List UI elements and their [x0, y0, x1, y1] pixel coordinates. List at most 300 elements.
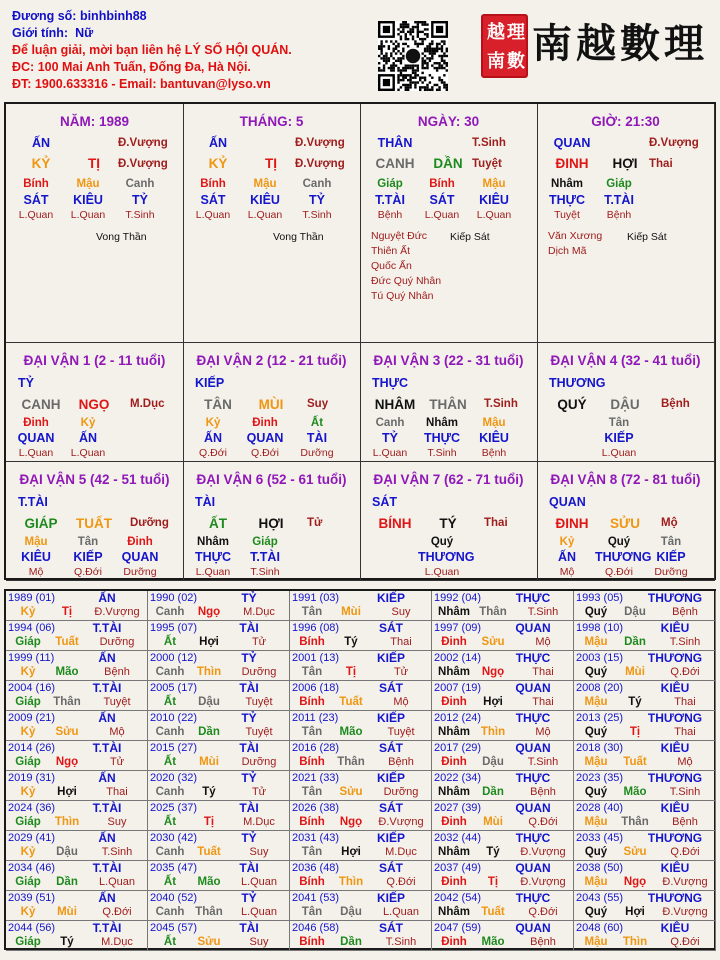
qr-module — [405, 77, 407, 79]
earthly-branch: TỊ — [265, 156, 277, 171]
annual-luck-grid — [4, 589, 716, 950]
year-cell — [432, 591, 574, 621]
year-phase: Tử — [109, 756, 125, 768]
year-cell — [574, 591, 716, 621]
qr-module — [417, 43, 419, 45]
year-cell — [574, 711, 716, 741]
qr-module — [424, 89, 426, 91]
luck-stem: GIÁP — [24, 516, 58, 531]
year-label: 2003 (15) — [576, 652, 624, 664]
sex-value: Nữ — [75, 26, 94, 40]
qr-module — [409, 31, 411, 33]
year-branch: Tuất — [339, 696, 363, 708]
year-stem: Nhâm — [438, 726, 470, 738]
qr-module — [412, 64, 414, 66]
year-god: KIẾP — [376, 711, 405, 725]
qr-module — [429, 52, 431, 54]
year-god: TÀI — [239, 801, 259, 815]
hidden-god: SÁT — [429, 193, 455, 207]
qr-module — [436, 69, 438, 71]
year-cell — [432, 621, 574, 651]
qr-module — [414, 26, 416, 28]
qr-module — [414, 40, 416, 42]
year-phase: Mộ — [393, 696, 409, 708]
luck-hidden-god: KIẾP — [656, 550, 686, 564]
qr-module — [424, 77, 426, 79]
year-stem: Tân — [301, 906, 323, 918]
qr-module — [414, 64, 416, 66]
year-god: SÁT — [379, 921, 403, 935]
luck-hidden-god: TỶ — [382, 431, 398, 445]
year-label: 2024 (36) — [8, 802, 56, 814]
year-branch: Dậu — [198, 696, 220, 708]
qr-module — [421, 23, 423, 25]
qr-module — [390, 55, 392, 57]
qr-module — [443, 74, 445, 76]
year-god: T.TÀI — [92, 921, 122, 935]
year-god: ẤN — [98, 771, 116, 785]
qr-module — [429, 57, 431, 59]
hidden-stem: Mậu — [482, 178, 506, 190]
year-phase: L.Quan — [98, 876, 136, 888]
year-phase: Mộ — [677, 756, 693, 768]
qr-module — [400, 72, 402, 74]
year-god: THỰC — [515, 831, 551, 845]
year-branch: Thân — [479, 606, 507, 618]
qr-module — [405, 67, 407, 69]
year-phase: Thai — [390, 636, 412, 648]
year-god: T.TÀI — [92, 741, 122, 755]
year-god: T.TÀI — [92, 861, 122, 875]
luck-hidden-phase: T.Sinh — [427, 447, 457, 459]
star-right: Vong Thần — [96, 231, 147, 243]
luck-phase: Suy — [307, 398, 329, 410]
qr-module — [443, 86, 445, 88]
luck-hidden-phase: T.Sinh — [250, 566, 280, 578]
hidden-god: SÁT — [23, 193, 49, 207]
year-god: KIẾP — [376, 591, 405, 605]
year-phase: Đ.Vượng — [378, 816, 424, 828]
qr-module — [392, 69, 394, 71]
branch-phase: Thai — [649, 158, 673, 170]
qr-module — [421, 72, 423, 74]
luck-hidden-god: THƯƠNG — [418, 550, 475, 564]
luck-hidden-god: THƯƠNG — [595, 550, 652, 564]
year-branch: Tị — [487, 876, 499, 888]
year-phase: Suy — [107, 816, 127, 828]
year-stem: Bính — [299, 756, 325, 768]
luck-hidden-phase: L.Quan — [195, 566, 231, 578]
hidden-stem: Mậu — [253, 178, 277, 190]
year-stem: Nhâm — [438, 846, 470, 858]
luck-hidden-stem: Tân — [660, 536, 682, 548]
luck-hidden-stem: Tân — [77, 536, 99, 548]
year-cell — [574, 651, 716, 681]
qr-module — [400, 79, 402, 81]
year-label: 2009 (21) — [8, 712, 56, 724]
year-phase: Đ.Vượng — [662, 906, 708, 918]
year-phase: L.Quan — [240, 906, 278, 918]
qr-module — [438, 62, 440, 64]
year-label: 2035 (47) — [150, 862, 198, 874]
qr-module — [438, 67, 440, 69]
qr-module — [402, 21, 404, 23]
brand-title: 南越數理 — [532, 20, 708, 67]
qr-module — [417, 69, 419, 71]
luck-hidden-phase: Dưỡng — [300, 447, 334, 459]
qr-module — [412, 26, 414, 28]
year-branch: Ngọ — [197, 606, 221, 618]
qr-module — [429, 74, 431, 76]
qr-module — [426, 67, 428, 69]
year-label: 2039 (51) — [8, 892, 56, 904]
year-stem: Quý — [584, 726, 608, 738]
heavenly-stem: KỶ — [31, 156, 51, 171]
year-god: SÁT — [379, 621, 403, 635]
hidden-phase: T.Sinh — [125, 209, 155, 221]
year-branch: Sửu — [197, 936, 221, 948]
year-branch: Tị — [629, 726, 641, 738]
qr-module — [438, 64, 440, 66]
year-branch: Dậu — [624, 606, 646, 618]
year-god: KIÊU — [660, 741, 690, 755]
qr-module — [446, 50, 448, 52]
year-label: 1998 (10) — [576, 622, 624, 634]
year-phase: T.Sinh — [101, 846, 133, 858]
year-branch: Ngọ — [623, 876, 647, 888]
year-phase: Đ.Vượng — [662, 876, 708, 888]
luck-phase: Mộ — [661, 517, 678, 529]
qr-module — [400, 23, 402, 25]
luck-hidden-god: KIẾP — [73, 550, 103, 564]
qr-module — [402, 67, 404, 69]
year-cell — [148, 921, 290, 951]
year-label: 2006 (18) — [292, 682, 340, 694]
year-label: 2019 (31) — [8, 772, 56, 784]
year-phase: Suy — [249, 936, 269, 948]
year-god: TỶ — [241, 591, 257, 605]
year-branch: Thân — [53, 696, 81, 708]
luck-pillar-cell — [6, 462, 184, 581]
year-stem: Ất — [163, 936, 177, 948]
year-label: 2029 (41) — [8, 832, 56, 844]
contact-note: Để luận giải, mời bạn liên hệ LÝ SỐ HỘI QUÁN. — [12, 43, 292, 57]
year-phase: M.Dục — [243, 816, 275, 828]
qr-module — [414, 74, 416, 76]
qr-module — [397, 77, 399, 79]
year-cell — [574, 741, 716, 771]
qr-module — [402, 84, 404, 86]
year-stem: Mậu — [584, 636, 608, 648]
qr-module — [417, 28, 419, 30]
year-god: KIẾP — [376, 651, 405, 665]
qr-module — [424, 55, 426, 57]
year-phase: Bệnh — [530, 936, 556, 948]
year-branch: Mão — [623, 786, 647, 798]
year-branch: Sửu — [55, 726, 79, 738]
year-cell — [290, 921, 432, 951]
year-god: QUAN — [515, 741, 551, 755]
year-stem: Nhâm — [438, 906, 470, 918]
year-cell — [148, 831, 290, 861]
qr-module — [409, 77, 411, 79]
qr-module — [417, 35, 419, 37]
year-stem: Canh — [155, 666, 185, 678]
hidden-god: TỶ — [309, 193, 325, 207]
year-god: QUAN — [515, 621, 551, 635]
year-branch: Tuất — [481, 906, 505, 918]
auspicious-star: Nguyệt Đức — [371, 230, 428, 242]
qr-module — [383, 55, 385, 57]
year-stem: Kỷ — [20, 906, 36, 918]
year-stem: Giáp — [15, 756, 41, 768]
qr-module — [436, 89, 438, 91]
year-branch: Mão — [55, 666, 79, 678]
qr-module — [405, 69, 407, 71]
year-god: ẤN — [98, 891, 116, 905]
year-label: 2031 (43) — [292, 832, 340, 844]
year-stem: Ất — [163, 876, 177, 888]
qr-module — [419, 38, 421, 40]
year-cell — [6, 771, 148, 801]
qr-module — [397, 43, 399, 45]
hidden-stem: Canh — [125, 178, 155, 190]
qr-module — [400, 35, 402, 37]
year-god: THƯƠNG — [647, 771, 703, 785]
luck-hidden-god: THỰC — [423, 431, 461, 445]
year-stem: Quý — [584, 846, 608, 858]
qr-module — [417, 21, 419, 23]
year-label: 2013 (25) — [576, 712, 624, 724]
qr-module — [388, 67, 390, 69]
year-phase: Tử — [251, 786, 267, 798]
qr-module — [397, 50, 399, 52]
qr-module — [378, 67, 380, 69]
qr-module — [414, 43, 416, 45]
year-god: TỶ — [241, 651, 257, 665]
earthly-branch: HỢI — [612, 156, 638, 171]
auspicious-star: Dịch Mã — [548, 245, 587, 257]
year-god: T.TÀI — [92, 801, 122, 815]
year-label: 2004 (16) — [8, 682, 56, 694]
luck-phase: Dưỡng — [130, 517, 169, 529]
owner-label: Đương số: — [12, 9, 77, 23]
year-cell — [148, 711, 290, 741]
qr-module — [402, 69, 404, 71]
qr-module — [426, 84, 428, 86]
year-phase: Thai — [532, 666, 554, 678]
qr-module — [421, 77, 423, 79]
year-phase: T.Sinh — [527, 756, 559, 768]
year-label: 1993 (05) — [576, 592, 624, 604]
year-branch: Thân — [621, 816, 649, 828]
year-god: THƯƠNG — [647, 711, 703, 725]
year-branch: Mùi — [625, 666, 645, 678]
year-stem: Tân — [301, 786, 323, 798]
qr-module — [426, 23, 428, 25]
luck-branch: NGỌ — [78, 397, 110, 412]
year-cell — [574, 621, 716, 651]
year-phase: Đ.Vượng — [520, 846, 566, 858]
year-god: THỰC — [515, 711, 551, 725]
contact-address: ĐC: 100 Mai Anh Tuấn, Đống Đa, Hà Nội. — [12, 60, 251, 74]
year-cell — [6, 801, 148, 831]
hidden-phase: T.Sinh — [302, 209, 332, 221]
year-phase: T.Sinh — [527, 606, 559, 618]
qr-module — [424, 67, 426, 69]
qr-module — [426, 33, 428, 35]
year-god: QUAN — [515, 801, 551, 815]
luck-stem: CANH — [21, 397, 61, 412]
qr-code-icon[interactable] — [378, 21, 448, 91]
year-phase: Q.Đới — [102, 906, 132, 918]
qr-module — [407, 67, 409, 69]
qr-module — [392, 62, 394, 64]
qr-module — [414, 21, 416, 23]
qr-module — [446, 86, 448, 88]
qr-module — [392, 50, 394, 52]
qr-module — [417, 45, 419, 47]
hidden-stem: Mậu — [76, 178, 100, 190]
hidden-stem: Nhâm — [551, 178, 583, 190]
qr-module — [426, 64, 428, 66]
year-cell — [6, 681, 148, 711]
year-god: THƯƠNG — [647, 831, 703, 845]
year-cell — [6, 861, 148, 891]
year-cell — [148, 681, 290, 711]
luck-hidden-stem: Kỷ — [559, 536, 575, 548]
hidden-stem: Giáp — [377, 178, 403, 190]
year-branch: Tý — [486, 846, 500, 858]
luck-hidden-phase: L.Quan — [601, 447, 637, 459]
year-phase: Dưỡng — [241, 666, 277, 678]
year-label: 2045 (57) — [150, 922, 198, 934]
qr-module — [424, 62, 426, 64]
qr-module — [390, 52, 392, 54]
pillar-cell — [6, 104, 184, 343]
qr-module — [446, 55, 448, 57]
qr-module — [431, 50, 433, 52]
year-cell — [6, 621, 148, 651]
year-cell — [148, 891, 290, 921]
pillar-title: NGÀY: 30 — [417, 114, 480, 129]
year-phase: T.Sinh — [669, 786, 701, 798]
year-god: ẤN — [98, 651, 116, 665]
qr-module — [388, 48, 390, 50]
auspicious-star: Thiên Ất — [371, 245, 411, 257]
hidden-stem: Giáp — [606, 178, 632, 190]
qr-module — [392, 64, 394, 66]
year-label: 2036 (48) — [292, 862, 340, 874]
hidden-phase: Bệnh — [377, 209, 403, 221]
luck-branch: TUẤT — [76, 516, 112, 531]
qr-module — [402, 77, 404, 79]
year-cell — [290, 681, 432, 711]
qr-module — [405, 89, 407, 91]
qr-module — [446, 62, 448, 64]
hidden-phase: L.Quan — [70, 209, 106, 221]
luck-branch: DẬU — [610, 397, 640, 412]
qr-module — [431, 43, 433, 45]
year-label: 2048 (60) — [576, 922, 624, 934]
qr-module — [397, 57, 399, 59]
year-stem: Kỷ — [20, 786, 36, 798]
year-label: 2027 (39) — [434, 802, 482, 814]
luck-hidden-god: THỰC — [194, 550, 232, 564]
year-branch: Tuất — [197, 846, 221, 858]
year-stem: Giáp — [15, 636, 41, 648]
hidden-phase: L.Quan — [476, 209, 512, 221]
luck-stem: ẤT — [209, 516, 227, 531]
year-stem: Canh — [155, 906, 185, 918]
year-label: 2017 (29) — [434, 742, 482, 754]
qr-module — [414, 84, 416, 86]
year-phase: Dưỡng — [241, 756, 277, 768]
year-stem: Đinh — [441, 636, 467, 648]
qr-module — [397, 89, 399, 91]
year-branch: Tuất — [55, 636, 79, 648]
hidden-phase: L.Quan — [18, 209, 54, 221]
qr-module — [383, 69, 385, 71]
year-god: KIÊU — [660, 681, 690, 695]
year-phase: Đ.Vượng — [520, 876, 566, 888]
luck-hidden-god: KIÊU — [479, 431, 509, 445]
qr-module — [390, 64, 392, 66]
year-stem: Tân — [301, 666, 323, 678]
qr-module — [407, 74, 409, 76]
year-label: 2037 (49) — [434, 862, 482, 874]
luck-hidden-stem: Tân — [608, 417, 630, 429]
qr-module — [431, 86, 433, 88]
year-stem: Giáp — [15, 936, 41, 948]
qr-module — [414, 81, 416, 83]
year-cell — [6, 711, 148, 741]
year-cell — [574, 921, 716, 951]
year-phase: Dưỡng — [99, 636, 135, 648]
year-branch: Ngọ — [55, 756, 79, 768]
year-stem: Giáp — [15, 816, 41, 828]
year-cell — [432, 831, 574, 861]
qr-module — [436, 26, 443, 33]
luck-title: ĐẠI VẬN 4 (32 - 41 tuổi) — [550, 353, 701, 368]
year-phase: Tuyệt — [103, 696, 131, 708]
year-branch: Tị — [203, 816, 215, 828]
year-cell — [290, 891, 432, 921]
qr-module — [421, 81, 423, 83]
year-cell — [290, 801, 432, 831]
qr-module — [421, 31, 423, 33]
qr-module — [405, 43, 407, 45]
year-stem: Quý — [584, 606, 608, 618]
hidden-phase: Tuyệt — [554, 209, 580, 221]
qr-module — [402, 31, 404, 33]
year-branch: Mão — [481, 936, 505, 948]
year-god: THỰC — [515, 771, 551, 785]
year-branch: Dần — [198, 726, 220, 738]
qr-module — [424, 60, 426, 62]
year-phase: Q.Đới — [528, 906, 558, 918]
qr-module — [424, 33, 426, 35]
luck-hidden-phase: Mộ — [28, 566, 44, 578]
year-label: 1991 (03) — [292, 592, 340, 604]
qr-module — [405, 21, 407, 23]
year-label: 2040 (52) — [150, 892, 198, 904]
year-label: 1992 (04) — [434, 592, 482, 604]
qr-module — [409, 79, 411, 81]
year-god: ẤN — [98, 711, 116, 725]
year-label: 2033 (45) — [576, 832, 624, 844]
year-stem: Canh — [155, 786, 185, 798]
